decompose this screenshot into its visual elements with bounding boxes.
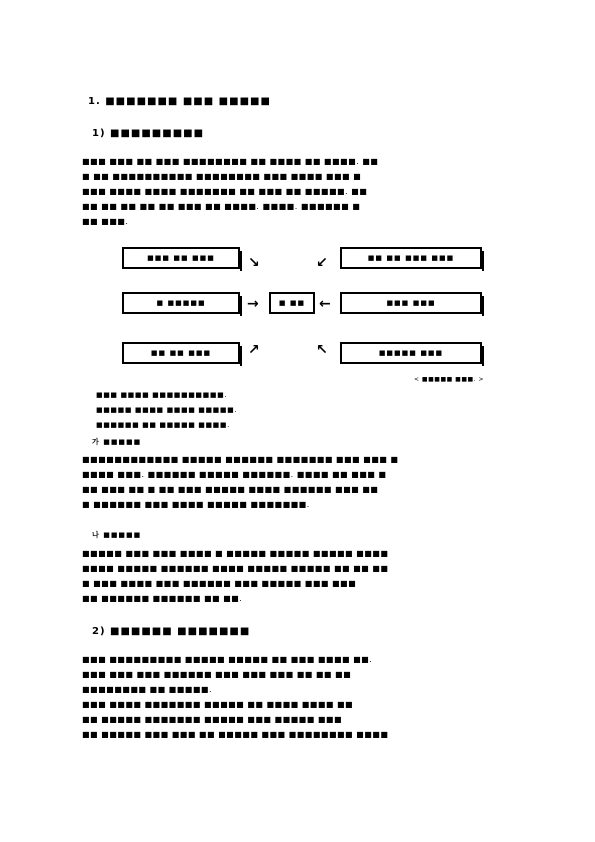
paragraph-line: ■■ ■■■■■ ■■■■■■■ ■■■■■ ■■■ ■■■■■ ■■■ xyxy=(82,715,343,724)
section2-heading: 2) ■■■■■■ ■■■■■■■ xyxy=(92,626,251,637)
paragraph-line: ■■ ■■ ■■ ■■ ■■ ■■■ ■■ ■■■■. ■■■■. ■■■■■■ ■ xyxy=(82,202,361,211)
section-a-label: 가 ■■■■■ xyxy=(92,438,142,446)
diagram-legend-line: ■■■■■■ ■■ ■■■■■ ■■■■. xyxy=(96,421,230,429)
section2-paragraph xyxy=(82,652,514,742)
diagram-arrow-bottom-left: ↗ xyxy=(248,342,260,358)
document-title: 1. ■■■■■■■ ■■■ ■■■■■ xyxy=(88,96,271,107)
diagram-box-mid-left: ■ ■■■■■ xyxy=(122,292,240,314)
diagram-box-center: ■ ■■ xyxy=(269,292,315,314)
section-b-paragraph xyxy=(82,546,514,606)
diagram-box-top-left: ■■■ ■■ ■■■ xyxy=(122,247,240,269)
paragraph-line: ■ ■■■ ■■■■ ■■■ ■■■■■■ ■■■ ■■■■■ ■■■ ■■■ xyxy=(82,579,357,588)
paragraph-line: ■■■ ■■■ ■■ ■■■ ■■■■■■■■ ■■ ■■■■ ■■ ■■■■. ■■ xyxy=(82,157,379,166)
diagram-box-mid-right: ■■■ ■■■ xyxy=(340,292,482,314)
paragraph-line: ■■■■■■■■■■■■ ■■■■■ ■■■■■■ ■■■■■■■ ■■■ ■■■ ■ xyxy=(82,455,399,464)
diagram-legend-line: ■■■■■ ■■■■ ■■■■ ■■■■■. xyxy=(96,406,238,414)
paragraph-line: ■ ■■■■■■ ■■■ ■■■■ ■■■■■ ■■■■■■■. xyxy=(82,500,310,509)
diagram-arrow-bottom-right: ↖ xyxy=(316,342,328,358)
diagram-arrow-mid-right: ← xyxy=(319,296,331,312)
diagram-box-bottom-right: ■■■■■ ■■■ xyxy=(340,342,482,364)
diagram-box-bottom-left: ■■ ■■ ■■■ xyxy=(122,342,240,364)
diagram-caption: < ■■■■■ ■■■. > xyxy=(414,376,485,383)
paragraph-line: ■■■■ ■■■■■ ■■■■■■ ■■■■ ■■■■■ ■■■■■ ■■ ■■ ■■ xyxy=(82,564,389,573)
paragraph-line: ■■■■ ■■■. ■■■■■■ ■■■■■ ■■■■■■. ■■■■ ■■ ■■■ ■ xyxy=(82,470,387,479)
paragraph-line: ■■■■■ ■■■ ■■■ ■■■■ ■ ■■■■■ ■■■■■ ■■■■■ ■■■■ xyxy=(82,549,389,558)
diagram-arrow-top-right: ↙ xyxy=(316,255,328,271)
diagram-arrow-mid-left: → xyxy=(247,296,259,312)
paragraph-line: ■■ ■■■ ■■ ■ ■■ ■■■ ■■■■■ ■■■■ ■■■■■■ ■■■ ■■ xyxy=(82,485,379,494)
section1-heading: 1) ■■■■■■■■■ xyxy=(92,128,205,139)
paragraph-line: ■■ ■■■. xyxy=(82,217,129,226)
paragraph-line: ■ ■■ ■■■■■■■■■■ ■■■■■■■■ ■■■ ■■■■ ■■■ ■ xyxy=(82,172,362,181)
paragraph-line: ■■■ ■■■ ■■■ ■■■■■■ ■■■ ■■■ ■■■ ■■ ■■ ■■ xyxy=(82,670,352,679)
diagram-arrow-top-left: ↘ xyxy=(248,255,260,271)
diagram-legend-line: ■■■ ■■■■ ■■■■■■■■■■. xyxy=(96,391,228,399)
paragraph-line: ■■ ■■■■■■ ■■■■■■ ■■ ■■. xyxy=(82,594,243,603)
paragraph-line: ■■■ ■■■■ ■■■■■■■ ■■■■■ ■■ ■■■■ ■■■■ ■■ xyxy=(82,700,354,709)
section1-paragraph xyxy=(82,154,514,229)
diagram-box-top-right: ■■ ■■ ■■■ ■■■ xyxy=(340,247,482,269)
section-b-label: 나 ■■■■■ xyxy=(92,531,142,539)
paragraph-line: ■■ ■■■■■ ■■■ ■■■ ■■ ■■■■■ ■■■ ■■■■■■■■ ■■■■ xyxy=(82,730,389,739)
paragraph-line: ■■■■■■■■ ■■ ■■■■■. xyxy=(82,685,213,694)
section-a-paragraph xyxy=(82,452,514,512)
paragraph-line: ■■■ ■■■■ ■■■■ ■■■■■■■ ■■ ■■■ ■■ ■■■■■. ■■ xyxy=(82,187,368,196)
paragraph-line: ■■■ ■■■■■■■■■ ■■■■■ ■■■■■ ■■ ■■■ ■■■■ ■■. xyxy=(82,655,373,664)
